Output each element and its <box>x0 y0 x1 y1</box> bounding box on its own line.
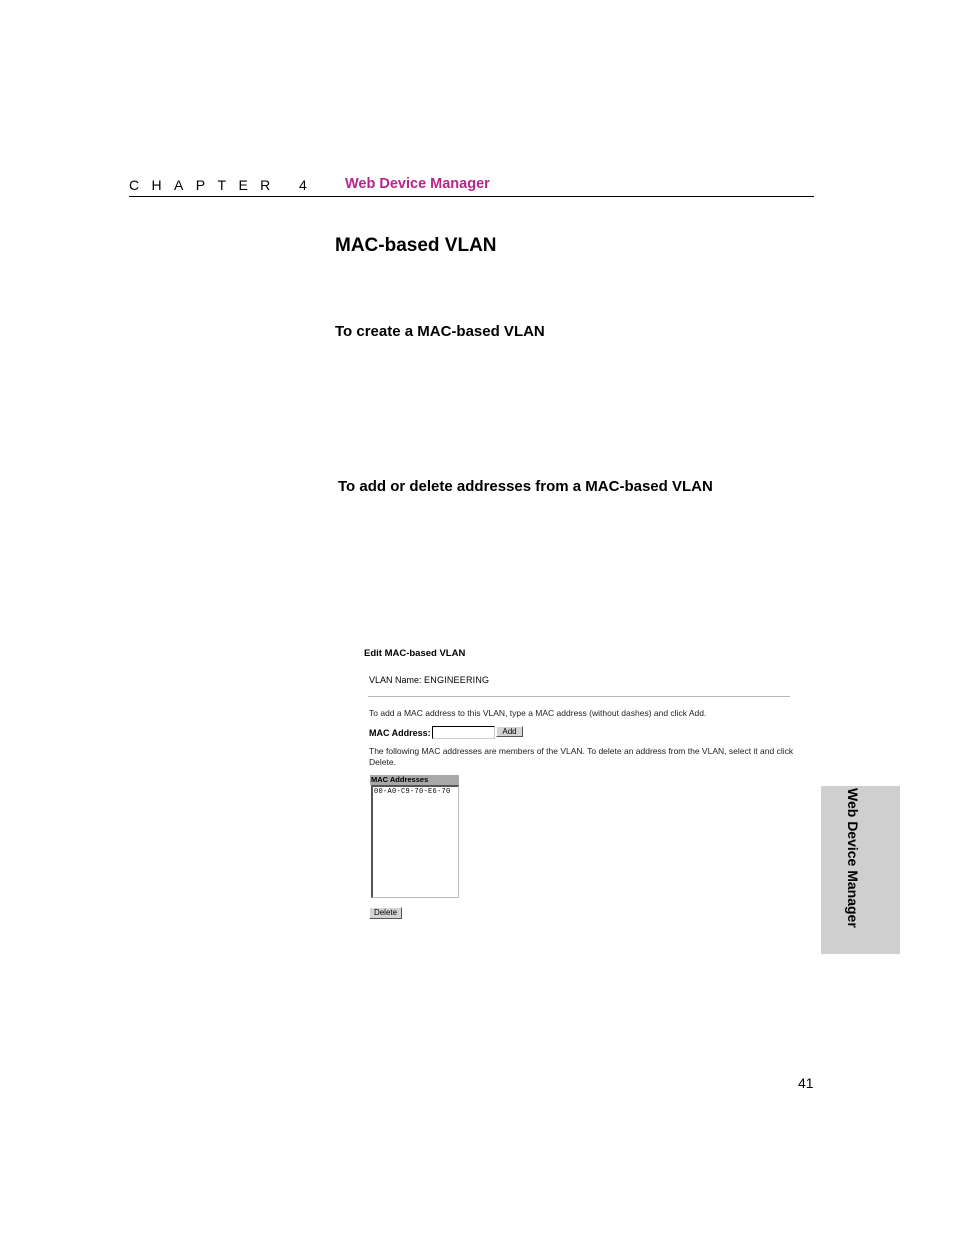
subhead-create: To create a MAC-based VLAN <box>335 323 545 340</box>
figure-title: Edit MAC-based VLAN <box>364 648 466 659</box>
mac-address-label: MAC Address: <box>369 728 431 738</box>
page-number: 41 <box>798 1075 814 1091</box>
mac-address-input[interactable] <box>432 726 495 739</box>
side-tab-label: Web Device Manager <box>845 788 861 928</box>
vlan-name-row <box>369 675 489 685</box>
list-item[interactable]: 00-A0-C9-70-E6-70 <box>374 788 451 796</box>
delete-button[interactable]: Delete <box>369 907 402 919</box>
vlan-name-label: VLAN Name: <box>369 675 422 685</box>
subhead-add-delete: To add or delete addresses from a MAC-based VLAN <box>338 478 713 495</box>
mac-list-header: MAC Addresses <box>370 775 459 785</box>
section-title: MAC-based VLAN <box>335 235 497 256</box>
chapter-label: CHAPTER 4 <box>129 177 320 193</box>
vlan-name-value: ENGINEERING <box>424 675 490 685</box>
chapter-title: Web Device Manager <box>345 176 490 192</box>
edit-mac-vlan-screenshot <box>360 645 792 930</box>
side-tab <box>821 786 900 954</box>
add-button[interactable]: Add <box>496 726 523 737</box>
mac-address-list[interactable] <box>371 785 459 898</box>
delete-instruction: The following MAC addresses are members of the VLAN. To delete an address from the VLAN, select it and click Delete. <box>369 746 794 767</box>
chapter-header <box>129 176 814 197</box>
divider <box>368 696 790 697</box>
add-instruction: To add a MAC address to this VLAN, type a MAC address (without dashes) and click Add. <box>369 708 707 718</box>
